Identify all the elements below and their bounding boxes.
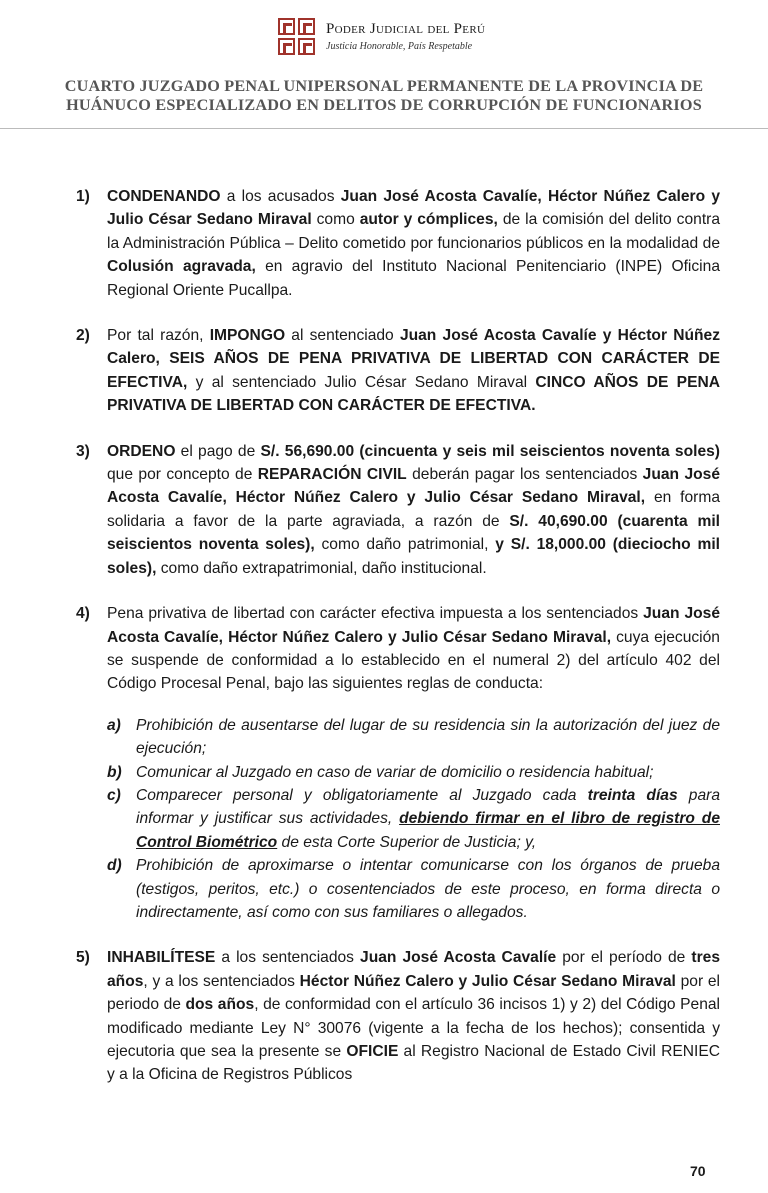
resolution-item-5: 5) INHABILÍTESE a los sentenciados Juan José Acosta Cavalíe por el período de tres años, y a los sentenciados Héctor Núñez Calero y Julio César Sedano Miraval por el periodo de dos años, de conformidad con el artículo 36 incisos 1) y 2) del Código Penal modificado mediante Ley N° 30076 (vigente a la fecha de los hechos); consentida y ejecutoria que sea la presente se OFICIE al Registro Nacional de Estado Civil RENIEC y a la Oficina de Registros Públicos <box>76 946 720 1086</box>
item-number: 5) <box>76 949 90 967</box>
item-number: 4) <box>76 605 90 623</box>
resolution-item-3: 3) ORDENO el pago de S/. 56,690.00 (cincuenta y seis mil seiscientos noventa soles) que por concepto de REPARACIÓN CIVIL deberán pagar los sentenciados Juan José Acosta Cavalíe, Héctor Núñez Calero y Julio César Sedano Miraval, en forma solidaria a favor de la parte agraviada, a razón de S/. 40,690.00 (cuarenta mil seiscientos noventa soles), como daño patrimonial, y S/. 18,000.00 (dieciocho mil soles), como daño extrapatrimonial, daño institucional. <box>76 440 720 580</box>
resolution-item-2: 2) Por tal razón, IMPONGO al sentenciado Juan José Acosta Cavalíe y Héctor Núñez Calero, SEIS AÑOS DE PENA PRIVATIVA DE LIBERTAD CON CARÁCTER DE EFECTIVA, y al sentenciado Julio César Sedano Miraval CINCO AÑOS DE PENA PRIVATIVA DE LIBERTAD CON CARÁCTER DE EFECTIVA. <box>76 324 720 418</box>
header-divider <box>0 128 768 129</box>
document-body <box>76 185 720 1087</box>
item-number: 1) <box>76 188 90 205</box>
institution-name: Poder Judicial del Perú <box>326 21 486 37</box>
judiciary-logo-icon <box>278 18 318 58</box>
conduct-rule-c: c) Comparecer personal y obligatoriamente al Juzgado cada treinta días para informar y justificar sus actividades, debiendo firmar en el libro de registro de Control Biométrico de esta Corte Superior de Justicia; y, <box>107 786 720 851</box>
conduct-rule-a: a) Prohibición de ausentarse del lugar de su residencia sin la autorización del juez de ejecución; <box>107 716 720 758</box>
court-title-line-1: CUARTO JUZGADO PENAL UNIPERSONAL PERMANENTE DE LA PROVINCIA DE <box>64 77 704 95</box>
item-number: 2) <box>76 327 90 345</box>
item-number: 3) <box>76 442 90 460</box>
institution-tagline: Justicia Honorable, País Respetable <box>326 41 473 52</box>
conduct-rule-b: b) Comunicar al Juzgado en caso de variar de domicilio o residencia habitual; <box>107 763 654 781</box>
letterhead <box>278 18 508 58</box>
page-number: 70 <box>690 1163 706 1179</box>
resolution-item-4: 4) Pena privativa de libertad con carácter efectiva impuesta a los sentenciados Juan José Acosta Cavalíe, Héctor Núñez Calero y Julio César Sedano Miraval, cuya ejecución se suspende de conformidad a lo establecido en el numeral 2) del artículo 402 del Código Procesal Penal, bajo las siguientes reglas de conducta: <box>76 602 720 696</box>
conduct-rules-list <box>76 714 720 925</box>
resolution-item-1: 1) CONDENANDO a los acusados Juan José Acosta Cavalíe, Héctor Núñez Calero y Julio César Sedano Miraval como autor y cómplices, de la comisión del delito contra la Administración Pública – Delito cometido por funcionarios públicos en la modalidad de Colusión agravada, en agravio del Instituto Nacional Penitenciario (INPE) Oficina Regional Oriente Pucallpa. <box>76 185 720 302</box>
conduct-rule-d: d) Prohibición de aproximarse o intentar comunicarse con los órganos de prueba (testigos, peritos, etc.) o cosentenciados de este proceso, en forma directa o indirectamente, así como con sus familiares o allegados. <box>107 857 720 921</box>
court-title-line-2: HUÁNUCO ESPECIALIZADO EN DELITOS DE CORRUPCIÓN DE FUNCIONARIOS <box>66 96 702 114</box>
court-title <box>20 77 748 115</box>
